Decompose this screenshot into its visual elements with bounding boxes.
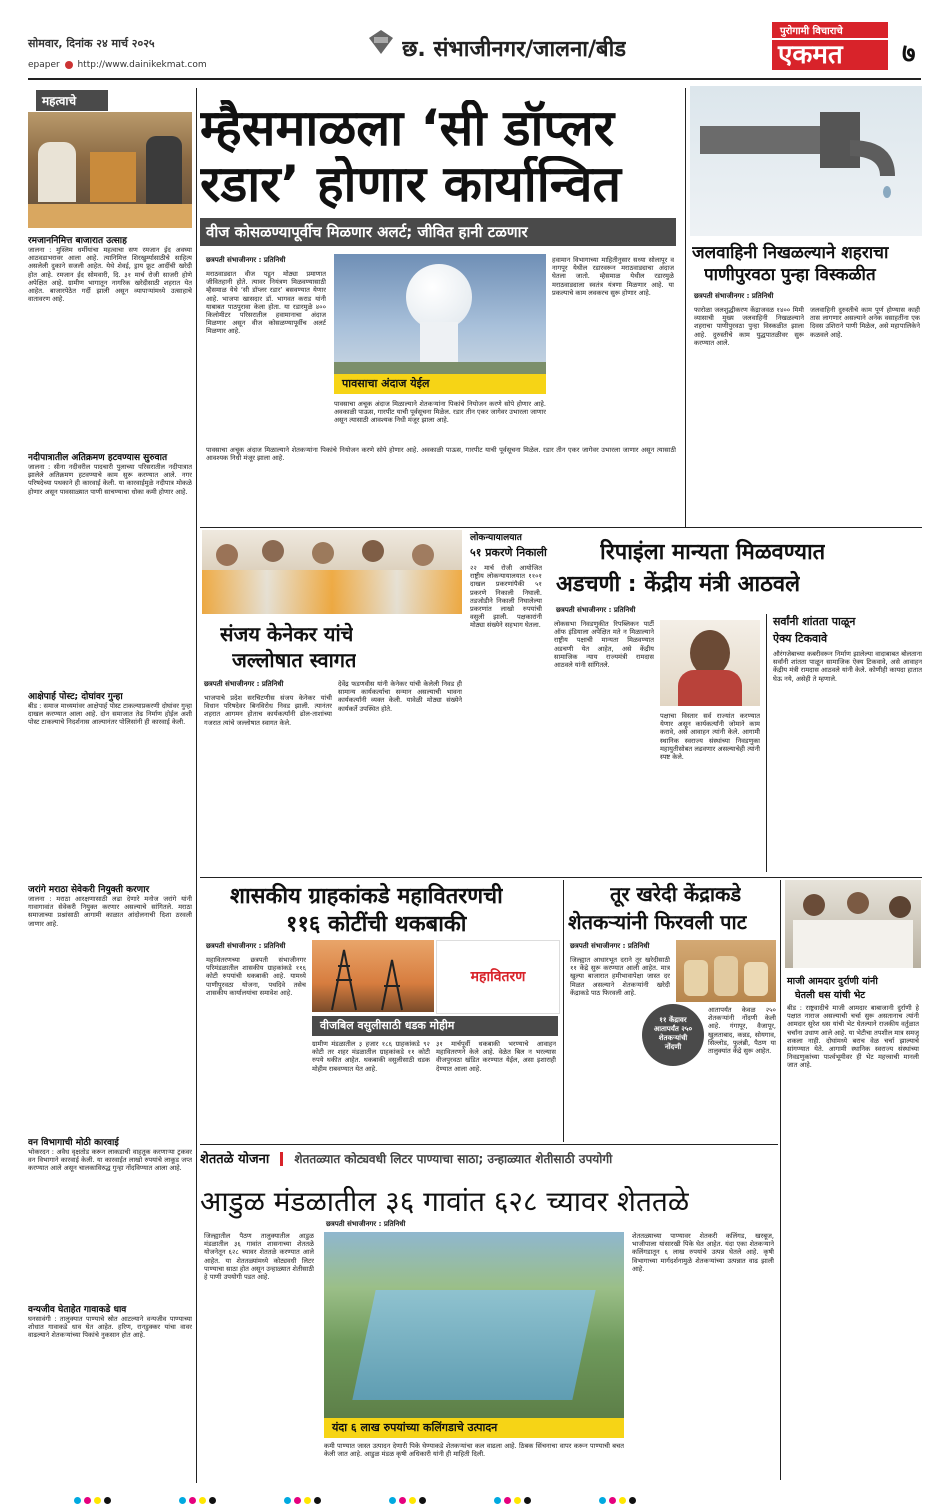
sidebar-item-body: भोकरदन : अवैध वृक्षतोड करून लाकडाची वाहतूक करणाऱ्या ट्रकवर वन विभागाने कारवाई केली. या कारवाईत लाखो रुपयांचे लाकूड जप्त करण्यात आले असून चालकाविरुद्ध गुन्हा नोंदविण्यात आला आहे. — [28, 1148, 192, 1173]
tower-photo — [312, 940, 434, 1012]
emblem-icon — [366, 28, 396, 56]
shettale-strap — [200, 1148, 776, 1170]
radar-photo — [334, 254, 546, 374]
shettale-body-col2: कमी पाण्यात जास्त उत्पादन देणारी पिके घेण्याकडे शेतकऱ्यांचा कल वाढला आहे. ठिबक सिंचनाचा वापर करून पाण्याची बचत केली जात आहे. आडुळ मंडळ कृषी अधिकारी यांनी ही माहिती दिली. — [324, 1442, 624, 1459]
kenekar-story — [200, 530, 465, 875]
tur-badge-line3: शेतकऱ्यांची — [658, 1034, 688, 1042]
tur-badge-line1: ११ केंद्रावर — [659, 1016, 687, 1024]
ekta-box — [766, 614, 922, 872]
mahavitaran-drive-title: वीजबिल वसुलीसाठी धडक मोहीम — [312, 1016, 558, 1036]
sidebar-item — [28, 689, 192, 878]
shettale-tag: शेततळे योजना — [200, 1152, 270, 1167]
durrani-photo — [785, 880, 921, 968]
athavale-byline: छत्रपती संभाजीनगर : प्रतिनिधी — [556, 606, 636, 614]
brand-tagline: पुरोगामी विचाराचे — [772, 22, 888, 38]
water-byline: छत्रपती संभाजीनगर : प्रतिनिधी — [694, 292, 774, 300]
mahavitaran-divider — [563, 880, 564, 1142]
kenekar-headline-line1: संजय केनेकर यांचे — [220, 622, 354, 646]
epaper-label: epaper — [28, 60, 60, 70]
sidebar-heading: महत्वाचे — [36, 90, 108, 111]
lokadalat-story — [470, 530, 547, 875]
lead-subhead: वीज कोसळण्यापूर्वीच मिळणार अलर्ट; जीवित हानी टळणार — [200, 218, 676, 246]
lead-body-col2: पावसाचा अचूक अंदाज मिळाल्याने शेतकऱ्यांना पिकांचे नियोजन करणे सोपे होणार आहे. अवकाळी पाऊस, गारपीट याची पूर्वसूचना मिळेल. रडार तीन एकर जागेवर उभारला जाणार असून त्यासाठी आवश्यक निधी मंजूर झाला आहे. — [334, 400, 546, 425]
lead-body-col3: हवामान विभागाच्या माहितीनुसार सध्या सोलापूर व नागपूर येथील रडारवरून मराठवाड्याचा अंदाज घेतला जातो. म्हैसमाळ येथील रडारमुळे मराठवाड्याला स्वतंत्र यंत्रणा मिळणार आहे. या प्रकल्पाचे काम लवकरच सुरू होणार आहे. — [552, 256, 674, 297]
water-headline-line2: पाणीपुरवठा पुन्हा विस्कळीत — [704, 265, 876, 285]
durrani-body: बीड : राष्ट्रवादीचे माजी आमदार बाबाजानी दुर्राणी हे पक्षात नाराज असल्याची चर्चा सुरू असतानाच त्यांनी आमदार सुरेश धस यांची भेट घेतल्याने राजकीय वर्तुळात चर्चांना उधाण आले आहे. या भेटीचा तपशील मात्र समजू शकला नाही. दोघांमध्ये बराच वेळ चर्चा झाल्याचे सांगण्यात येते. आगामी स्थानिक स्वराज्य संस्थांच्या निवडणुकांच्या पार्श्वभूमीवर ही भेट महत्त्वाची मानली जात आहे. — [787, 1004, 919, 1070]
sidebar-item — [28, 1135, 192, 1298]
registration-marks — [74, 1489, 874, 1499]
sidebar-item-body: बीड : समाज माध्यमांवर आक्षेपार्ह पोस्ट टाकल्याप्रकरणी दोघांवर गुन्हा दाखल करण्यात आला आहे. दोन समाजात तेढ निर्माण होईल अशी पोस्ट टाकल्याचे निदर्शनास आल्यानंतर पोलिसांनी ही कारवाई केली. — [28, 702, 192, 727]
lokadalat-body: २२ मार्च रोजी आयोजित राष्ट्रीय लोकन्यायालयात ११०१ दाखल प्रकरणांपैकी ५१ प्रकरणे निकाली निघाली. तडजोडीने निकाली निघालेल्या प्रकरणांत लाखो रुपयांची वसुली झाली. पक्षकारांनी मोठ्या संख्येने सहभाग घेतला. — [470, 564, 542, 630]
durrani-headline-line2: घेतली धस यांची भेट — [795, 990, 866, 1001]
lead-story — [200, 86, 680, 523]
sidebar-item — [28, 882, 192, 1131]
lead-headline-line2: रडार’ होणार कार्यान्वित — [200, 156, 621, 212]
brand-block — [772, 22, 892, 72]
farm-pond-caption: यंदा ६ लाख रुपयांच्या कलिंगडाचे उत्पादन — [324, 1418, 624, 1438]
sidebar-news — [28, 233, 192, 1455]
sidebar-item-title: जरांगे मराठा सेवेकरी नियुक्ती करणार — [28, 885, 150, 895]
tur-headline-line2: शेतकऱ्यांनी फिरवली पाट — [568, 910, 747, 934]
lead-body-bottom: पावसाचा अचूक अंदाज मिळाल्याने शेतकऱ्यांना पिकांचे नियोजन करणे सोपे होणार आहे. अवकाळी पाऊस, गारपीट याची पूर्वसूचना मिळेल. रडार तीन एकर जागेवर उभारला जाणार असून त्यासाठी आवश्यक निधी मंजूर झाला आहे. — [206, 446, 676, 463]
kenekar-body-col1: भाजपाचे प्रदेश सरचिटणीस संजय केनेकर यांची विधान परिषदेवर बिनविरोध निवड झाली. त्यानंतर शहरात आगमन होताच कार्यकर्त्यांनी ढोल-ताशांच्या गजरात त्यांचे जल्लोषात स्वागत केले. — [204, 694, 332, 727]
tur-byline: छत्रपती संभाजीनगर : प्रतिनिधी — [570, 942, 650, 950]
sidebar-item — [28, 450, 192, 685]
durrani-story — [780, 880, 922, 1480]
water-body-col1: फारोळा जलशुद्धीकरण केंद्राजवळ १४०० मिमी व्यासाची मुख्य जलवाहिनी निखळल्याने शहराचा पाणीपुरवठा पुन्हा विस्कळीत झाला आहे. दुरुस्तीचे काम युद्धपातळीवर सुरू करण्यात आले. — [694, 306, 804, 347]
lead-headline-line1: म्हैसमाळला ‘सी डॉप्लर — [200, 100, 615, 156]
row4-rule — [200, 1144, 778, 1145]
sidebar-item-body: जालना : मुस्लिम धर्मीयांचा महत्वाचा सण रमजान ईद अवघ्या आठवडाभरावर आला आहे. त्यानिमित्त शिरखुर्म्यासाठीचे साहित्य असलेली दुकाने सजली आहेत. येथे शेवई, ड्राय फ्रूट आदींची खरेदी होत आहे. रमजान ईद सोमवारी, दि. ३१ मार्च रोजी साजरी होणे अपेक्षित आहे. ग्रामीण भागातून नागरिक खरेदीसाठी शहरात येत आहेत. बाजारपेठेत गर्दी झाली असून व्यापाऱ्यांमध्ये उत्साहाचे वातावरण आहे. — [28, 246, 192, 304]
tur-body-col2: आतापर्यंत केवळ २५० शेतकऱ्यांनी नोंदणी केली आहे. गंगापूर, वैजापूर, खुलताबाद, कन्नड, सोयगाव, सिल्लोड, फुलंब्री, पैठण या तालुक्यांत केंद्रे सुरू आहेत. — [708, 1006, 776, 1056]
mahavitaran-body-col3: ३१ मार्चपूर्वी थकबाकी भरण्याचे आवाहन महावितरणने केले आहे. वेळेत बिल न भरल्यास वीजपुरवठा खंडित करण्यात येईल, असा इशाराही देण्यात आला आहे. — [436, 1040, 556, 1073]
mahavitaran-logo — [436, 940, 560, 1014]
lokadalat-headline-line1: लोकन्यायालयात — [470, 533, 522, 543]
lokadalat-headline-line2: ५१ प्रकरणे निकाली — [470, 546, 547, 559]
tur-headline-line1: तूर खरेदी केंद्राकडे — [610, 882, 742, 906]
power-tower-icon — [312, 940, 434, 1012]
masthead — [0, 0, 945, 95]
tap-icon — [690, 86, 922, 236]
felicitation-photo — [202, 530, 462, 614]
epaper-line — [28, 60, 207, 70]
mahavitaran-headline-line2: ११६ कोटींची थकबाकी — [286, 912, 467, 937]
shettale-body-col3: शेततळ्याच्या पाण्यावर शेतकरी कलिंगड, खरबूज, भाजीपाला यांसारखी पिके घेत आहेत. यंदा एका शेतकऱ्याने कलिंगडातून ६ लाख रुपयांचे उत्पन्न घेतले आहे. कृषी विभागाच्या मार्गदर्शनामुळे शेतकऱ्यांच्या उत्पन्नात वाढ झाली आहे. — [632, 1232, 774, 1273]
sidebar-item-title: नदीपात्रातील अतिक्रमण हटवण्यास सुरुवात — [28, 453, 168, 463]
athavale-body-col1: लोकसभा निवडणुकीत रिपब्लिकन पार्टी ऑफ इंडियाला अपेक्षित मते न मिळाल्याने राष्ट्रीय पक्षाची मान्यता मिळवण्यात अडचणी येत आहेत, असे केंद्रीय सामाजिक न्याय राज्यमंत्री रामदास आठवले यांनी सांगितले. — [554, 620, 654, 670]
ekta-body: औरंगजेबाच्या कबरीवरून निर्माण झालेल्या वादाबाबत बोलताना सर्वांनी शांतता पाळून सामाजिक ऐक्य टिकवावे, असे आवाहन केंद्रीय मंत्री रामदास आठवले यांनी केले. कोणीही कायदा हातात घेऊ नये, असेही ते म्हणाले. — [773, 650, 922, 683]
shettale-byline: छत्रपती संभाजीनगर : प्रतिनिधी — [326, 1220, 406, 1228]
brand-logo: एकमत — [772, 40, 888, 70]
issue-date: सोमवार, दिनांक २४ मार्च २०२५ — [28, 37, 155, 50]
tur-photo — [676, 940, 776, 1002]
ekta-headline-line2: ऐक्य टिकवावे — [773, 632, 828, 645]
mahavitaran-body-col1: महावितरणच्या छत्रपती संभाजीनगर परिमंडळातील शासकीय ग्राहकांकडे ११६ कोटी रुपयांची थकबाकी आहे. यामध्ये पाणीपुरवठा योजना, पथदिवे तसेच शासकीय कार्यालयांचा समावेश आहे. — [206, 956, 306, 997]
athavale-headline-line1: रिपाइंला मान्यता मिळवण्यात — [600, 540, 826, 565]
globe-icon — [65, 61, 73, 69]
mahavitaran-story — [200, 880, 560, 1142]
water-body-col2: जलवाहिनी दुरुस्तीचे काम पूर्ण होण्यास काही तास लागणार असल्याने अनेक वसाहतींना एक दिवस उशिराने पाणी मिळेल, असे महापालिकेने कळवले आहे. — [810, 306, 920, 339]
sidebar-item-title: रमजाननिमित्त बाजारात उत्साह — [28, 236, 127, 246]
edition-title: छ. संभाजीनगर/जालना/बीड — [402, 37, 627, 62]
water-headline-line1: जलवाहिनी निखळल्याने शहराचा — [692, 243, 889, 263]
durrani-headline-line1: माजी आमदार दुर्राणी यांनी — [787, 976, 878, 987]
row2-rule — [200, 527, 922, 528]
tur-body-col1: जिल्ह्यात आधारभूत दराने तूर खरेदीसाठी ११ केंद्रे सुरू करण्यात आली आहेत. मात्र खुल्या बाजारात हमीभावापेक्षा जास्त दर मिळत असल्याने शेतकऱ्यांनी खरेदी केंद्राकडे पाठ फिरवली आहे. — [570, 956, 670, 997]
sidebar-item — [28, 1302, 192, 1455]
sidebar-item-body: जालना : मराठा आरक्षणासाठी लढा देणारे मनोज जरांगे यांनी गावागावांत सेवेकरी नियुक्त करणार असल्याचे सांगितले. मराठा समाजाच्या प्रश्नांसाठी आगामी काळात आंदोलनाची दिशा ठरवली जाणार आहे. — [28, 895, 192, 928]
mahavitaran-logo-text: महावितरण — [470, 969, 526, 985]
mahavitaran-body-col2: ग्रामीण मंडळातील ३ हजार १८६ ग्राहकांकडे ९२ कोटी तर शहर मंडळातील ग्राहकांकडे ११ कोटी रुपये थकीत आहेत. थकबाकी वसुलीसाठी धडक मोहीम राबवण्यात येत आहे. — [312, 1040, 430, 1073]
row3-rule — [200, 877, 922, 878]
athavale-portrait — [660, 620, 760, 706]
shettale-story — [200, 1148, 776, 1482]
water-story — [690, 86, 922, 523]
sidebar-item-body: जालना : सीना नदीवरील पादचारी पुलाच्या परिसरातील नदीपात्रात झालेले अतिक्रमण हटवण्याचे काम सुरू करण्यात आले. नगर परिषदेच्या पथकाने ही कारवाई केली. या कारवाईमुळे नदीपात्र मोकळे होणार असून पावसाळ्यात पाणी साचण्याचा धोका कमी होणार आहे. — [28, 463, 192, 496]
lead-byline: छत्रपती संभाजीनगर : प्रतिनिधी — [206, 256, 286, 264]
lead-right-divider — [685, 88, 686, 528]
kenekar-byline: छत्रपती संभाजीनगर : प्रतिनिधी — [204, 680, 284, 688]
tur-story — [566, 880, 778, 1142]
tur-badge-line4: नोंदणी — [664, 1043, 682, 1051]
radar-photo-caption: पावसाचा अंदाज येईल — [334, 374, 546, 394]
farm-pond-photo — [324, 1232, 624, 1418]
strap-separator — [280, 1152, 283, 1166]
sidebar-item-title: आक्षेपार्ह पोस्ट; दोघांवर गुन्हा — [28, 692, 123, 702]
sidebar-item-title: वन्यजीव घेताहेत गावाकडे धाव — [28, 1305, 127, 1315]
sidebar — [28, 90, 192, 1482]
sidebar-item-title: वन विभागाची मोठी कारवाई — [28, 1138, 119, 1148]
lead-body-col1: मराठवाड्यात वीज पडून मोठ्या प्रमाणात जीवितहानी होते. त्यावर नियंत्रण मिळवण्यासाठी म्हैसमाळ येथे ‘सी डॉप्लर रडार’ बसवण्यात येणार आहे. भाजपा खासदार डॉ. भागवत कराड यांनी याबाबत पाठपुरावा केला होता. या रडारमुळे ४०० किलोमीटर परिसरातील हवामानाचा अंदाज मिळणार असून वीज कोसळण्यापूर्वीच अलर्ट मिळणार आहे. — [206, 270, 326, 336]
mahavitaran-headline-line1: शासकीय ग्राहकांकडे महावितरणची — [230, 884, 503, 909]
athavale-story — [548, 530, 922, 875]
shettale-headline: आडुळ मंडळातील ३६ गावांत ६२८ च्यावर शेततळे — [200, 1185, 690, 1218]
sidebar-item-body: घनसावंगी : तालुक्यात पाण्याचे स्रोत आटल्याने वन्यजीव पाण्याच्या शोधात गावाकडे धाव घेत आहेत. हरिण, रानडुक्कर यांचा वावर वाढल्याने शेतकऱ्यांच्या पिकांचे नुकसान होत आहे. — [28, 1315, 192, 1340]
mahavitaran-byline: छत्रपती संभाजीनगर : प्रतिनिधी — [206, 942, 286, 950]
sidebar-item — [28, 233, 192, 446]
shettale-body-col1: जिल्ह्यातील पैठण तालुक्यातील आडुळ मंडळातील ३६ गावांत शासनाच्या शेततळे योजनेतून ६२८ च्यावर शेततळे करण्यात आले आहेत. या शेततळ्यांमध्ये कोट्यवधी लिटर पाण्याचा साठा होत असून उन्हाळ्यात शेतीसाठी हे पाणी उपयोगी पडत आहे. — [204, 1232, 314, 1282]
tur-stat-badge — [642, 1004, 704, 1066]
ekta-headline-line1: सर्वांनी शांतता पाळून — [773, 615, 856, 628]
shettale-strap-text: शेततळ्यात कोट्यवधी लिटर पाण्याचा साठा; उन्हाळ्यात शेतीसाठी उपयोगी — [294, 1152, 613, 1166]
website-link[interactable]: http://www.dainikekmat.com — [77, 60, 207, 70]
kenekar-body-col2: देवेंद्र फडणवीस यांनी केनेकर यांची केलेली निवड ही सामान्य कार्यकर्त्याचा सन्मान असल्याची भावना कार्यकर्त्यांनी व्यक्त केली. यावेळी मोठ्या संख्येने कार्यकर्ते उपस्थित होते. — [338, 680, 462, 713]
kenekar-headline-line2: जल्लोषात स्वागत — [232, 648, 357, 672]
tur-badge-line2: आतापर्यंत २५० — [653, 1025, 693, 1033]
market-photo — [28, 112, 192, 228]
header-rule — [28, 78, 921, 80]
page-number: ७ — [902, 39, 916, 69]
athavale-body-col2: पक्षाचा विस्तार सर्व राज्यांत करण्यात येणार असून कार्यकर्त्यांनी जोमाने काम करावे, असे आवाहन त्यांनी केले. आगामी स्थानिक स्वराज्य संस्थांच्या निवडणुका महायुतीसोबत लढवणार असल्याचेही त्यांनी स्पष्ट केले. — [660, 712, 760, 762]
sidebar-divider — [196, 88, 197, 1483]
athavale-headline-line2: अडचणी : केंद्रीय मंत्री आठवले — [556, 572, 801, 597]
tap-photo — [690, 86, 922, 236]
